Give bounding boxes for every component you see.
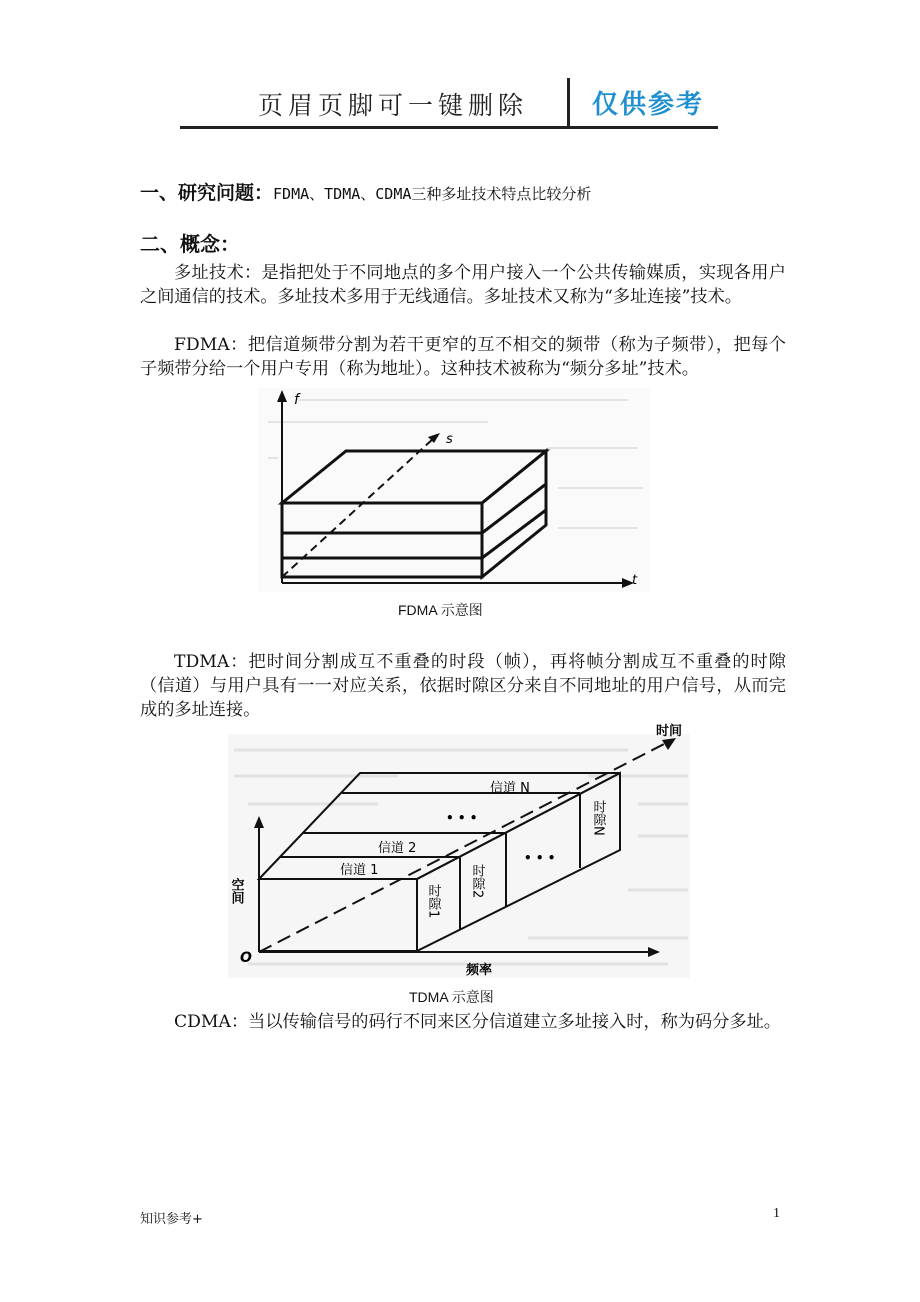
header-rule [180,126,718,129]
tdma-channel-n-label: 信道 N [490,781,530,796]
paragraph-multiple-access: 多址技术：是指把处于不同地点的多个用户接入一个公共传输媒质，实现各用户之间通信的技术。多址技术多用于无线通信。多址技术又称为“多址连接”技术。 [140,263,786,307]
header-right-text: 仅供参考 [592,90,705,120]
fdma-diagram [258,388,650,592]
tdma-freq-label: 频率 [466,963,493,978]
fdma-t-label: t [632,573,638,588]
page-number: 1 [773,1206,780,1221]
tdma-ellipsis-side: • • • [524,851,556,865]
tdma-channel-2-label: 信道 2 [378,841,417,856]
tdma-slot-1-label: 时隙1 [425,884,441,919]
section1-heading [140,178,591,205]
tdma-ellipsis-top: • • • [446,811,478,825]
tdma-caption: TDMA 示意图 [409,989,494,1005]
paragraph-tdma: TDMA：把时间分割成互不重叠的时段（帧），再将帧分割成互不重叠的时隙（信道）与用户具有一一对应关系，依据时隙区分来自不同地址的用户信号，从而完成的多址连接。 [140,652,786,720]
fdma-f-label: f [294,392,299,408]
paragraph-cdma: CDMA：当以传输信号的码行不同来区分信道建立多址接入时，称为码分多址。 [174,1012,781,1032]
tdma-channel-1-label: 信道 1 [340,863,379,878]
tdma-slot-2-label: 时隙2 [469,864,485,899]
tdma-slot-n-label: 时隙N [590,800,606,836]
header-divider [567,78,570,128]
tdma-origin-label: O [240,950,252,966]
tdma-space-label: 空间 [228,878,244,904]
page-header [0,0,920,140]
tdma-time-label: 时间 [656,724,683,739]
tdma-diagram [228,720,692,980]
section1-prefix: 一、研究问题： [140,182,274,204]
paragraph-fdma: FDMA：把信道频带分割为若干更窄的互不相交的频带（称为子频带），把每个子频带分给一个用户专用（称为地址）。这种技术被称为“频分多址”技术。 [140,335,786,379]
fdma-s-label: s [446,432,453,447]
fdma-caption: FDMA 示意图 [398,602,483,618]
section1-topic: FDMA、TDMA、CDMA三种多址技术特点比较分析 [273,185,592,203]
header-left-text: 页眉页脚可一键删除 [258,91,529,120]
section2-heading: 二、概念： [140,232,240,256]
footer-left-text: 知识参考+ [140,1212,203,1227]
